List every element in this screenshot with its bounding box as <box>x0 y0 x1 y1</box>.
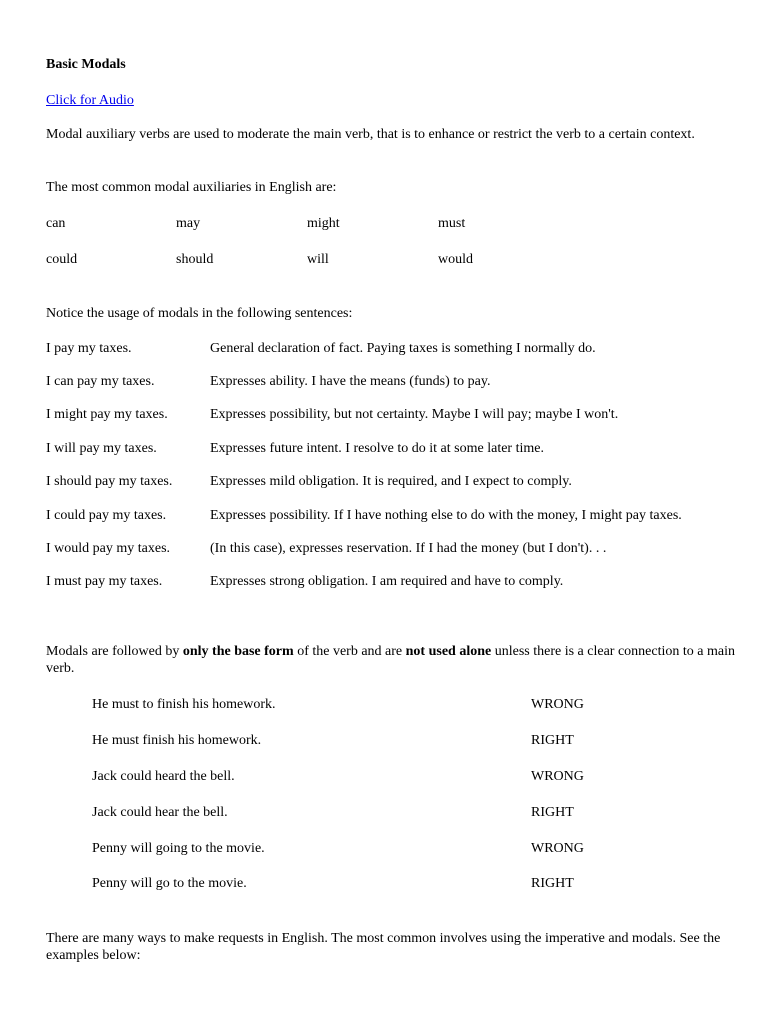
usage-sentence: I must pay my taxes. <box>46 574 163 589</box>
usage-sentence: I might pay my taxes. <box>46 407 168 422</box>
usage-meaning: Expresses strong obligation. I am required and have to comply. <box>210 574 564 589</box>
usage-sentence: I should pay my taxes. <box>46 474 173 489</box>
example-sentence: He must to finish his homework. <box>92 697 276 712</box>
example-verdict: RIGHT <box>531 733 574 748</box>
example-sentence: Penny will going to the movie. <box>92 841 265 856</box>
modal-word: may <box>176 216 201 231</box>
modal-word: would <box>438 252 473 267</box>
usage-meaning: Expresses possibility, but not certainty. Maybe I will pay; maybe I won't. <box>210 407 619 422</box>
usage-meaning: Expresses ability. I have the means (funds) to pay. <box>210 374 491 389</box>
example-verdict: WRONG <box>531 769 584 784</box>
usage-heading: Notice the usage of modals in the following sentences: <box>46 306 353 321</box>
usage-meaning: (In this case), expresses reservation. If I had the money (but I don't). . . <box>210 541 607 556</box>
example-sentence: Jack could hear the bell. <box>92 805 228 820</box>
usage-sentence: I pay my taxes. <box>46 341 132 356</box>
example-verdict: WRONG <box>531 841 584 856</box>
base-form-paragraph <box>46 643 736 677</box>
example-sentence: Penny will go to the movie. <box>92 876 247 891</box>
usage-sentence: I could pay my taxes. <box>46 508 167 523</box>
modal-word: might <box>307 216 340 231</box>
modal-word: will <box>307 252 329 267</box>
usage-meaning: Expresses mild obligation. It is required, and I expect to comply. <box>210 474 572 489</box>
example-verdict: WRONG <box>531 697 584 712</box>
usage-sentence: I would pay my taxes. <box>46 541 171 556</box>
intro-paragraph: Modal auxiliary verbs are used to moderate the main verb, that is to enhance or restrict the verb to a certain context. <box>46 127 695 142</box>
base-form-text: unless there is a clear connection to a main verb. <box>46 644 735 676</box>
base-form-emphasis: only the base form <box>182 644 294 659</box>
example-verdict: RIGHT <box>531 805 574 820</box>
modal-word: could <box>46 252 78 267</box>
base-form-emphasis: not used alone <box>405 644 492 659</box>
modal-word: can <box>46 216 66 231</box>
page-title: Basic Modals <box>46 57 126 72</box>
usage-sentence: I can pay my taxes. <box>46 374 155 389</box>
requests-paragraph: There are many ways to make requests in English. The most common involves using the imperative and modals. See the examples below: <box>46 931 721 963</box>
base-form-text: of the verb and are <box>293 644 406 659</box>
example-verdict: RIGHT <box>531 876 574 891</box>
audio-link[interactable]: Click for Audio <box>46 93 134 108</box>
usage-sentence: I will pay my taxes. <box>46 441 157 456</box>
base-form-text: Modals are followed by <box>46 644 183 659</box>
usage-meaning: General declaration of fact. Paying taxes is something I normally do. <box>210 341 596 356</box>
example-sentence: He must finish his homework. <box>92 733 262 748</box>
modal-word: must <box>438 216 466 231</box>
common-modals-heading: The most common modal auxiliaries in English are: <box>46 180 337 195</box>
usage-meaning: Expresses possibility. If I have nothing else to do with the money, I might pay taxes. <box>210 508 682 523</box>
usage-meaning: Expresses future intent. I resolve to do it at some later time. <box>210 441 544 456</box>
modal-word: should <box>176 252 214 267</box>
example-sentence: Jack could heard the bell. <box>92 769 235 784</box>
